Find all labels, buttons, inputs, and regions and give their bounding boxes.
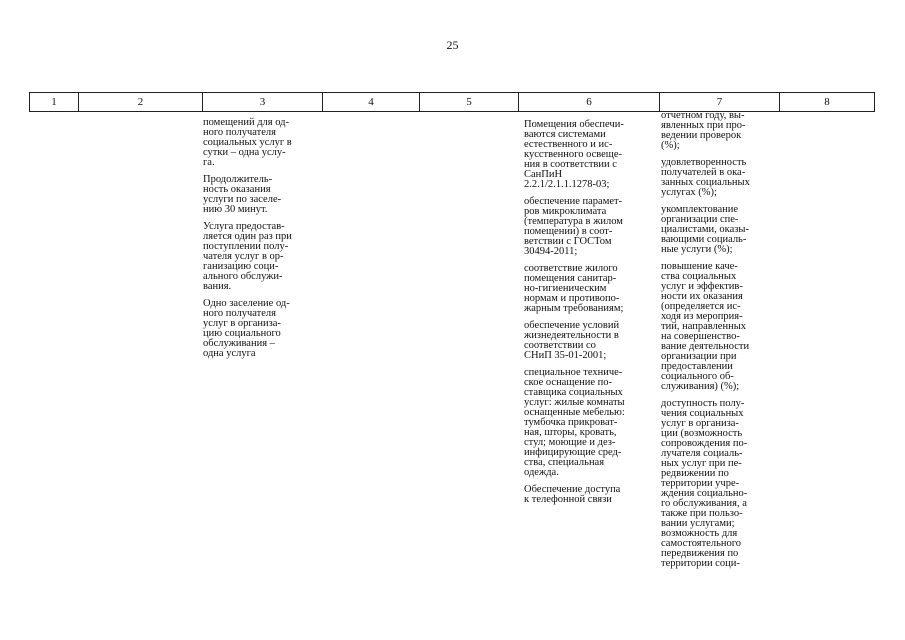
col3-paragraph: помещений для од- ного получателя социальных услуг в сутки – одна услу- га.	[203, 117, 292, 168]
col6-paragraph: Обеспечение доступа к телефонной связи	[524, 484, 621, 505]
table-header-row	[29, 92, 875, 112]
header-col-7: 7	[659, 93, 779, 111]
header-col-1: 1	[29, 93, 78, 111]
col6-paragraph: Помещения обеспечи- ваются системами естественного и ис- кусственного освеще- ния в соответствии с СанПиН 2.2.1/2.1.1.1278-03;	[524, 119, 624, 190]
col7-paragraph: повышение каче- ства социальных услуг и эффектив- ности их оказания (определяется ис- ходя из мероприя- тий, направленных на совершенство- вание деятельности организации при предоставлении социального об- служивания) (%);	[661, 261, 750, 392]
header-col-2: 2	[78, 93, 202, 111]
col7-paragraph: удовлетворенность получателей в ока- занных социальных услугах (%);	[661, 157, 750, 198]
col7-paragraph: отчетном году, вы- явленных при про- ведении проверок (%);	[661, 110, 746, 151]
col3-paragraph: Продолжитель- ность оказания услуги по заселе- нию 30 минут.	[203, 174, 282, 215]
header-col-6: 6	[518, 93, 659, 111]
col3-paragraph: Услуга предостав- ляется один раз при поступлении полу- чателя услуг в ор- ганизацию соци- ального обслужи- вания.	[203, 221, 292, 292]
header-col-4: 4	[322, 93, 419, 111]
col6-paragraph: обеспечение условий жизнедеятельности в соответствии со СНиП 35-01-2001;	[524, 320, 620, 361]
page-number: 25	[446, 38, 459, 52]
header-col-3: 3	[202, 93, 322, 111]
column-3-content	[203, 118, 315, 366]
col3-paragraph: Одно заселение од- ного получателя услуг в организа- цию социального обслуживания – одна услуга	[203, 298, 290, 359]
column-7-content	[661, 111, 777, 576]
col7-paragraph: укомплектование организации спе- циалистами, оказы- вающими социаль- ные услуги (%);	[661, 204, 749, 255]
header-col-8: 8	[779, 93, 875, 111]
col7-paragraph: доступность полу- чения социальных услуг в организа- ции (возможность сопровождения по- лучателя социаль- ных услуг при пе- редвижении по территории учре- ждения социально- го обслуживания, а также при пользо- вании услугами; возможность для самостоятельного передвижения по территории соци-	[661, 398, 748, 569]
col6-paragraph: обеспечение парамет- ров микроклимата (температура в жилом помещении) в соот- ветствии с ГОСТом 30494-2011;	[524, 196, 623, 257]
header-col-5: 5	[419, 93, 518, 111]
column-6-content	[524, 120, 648, 512]
col6-paragraph: соответствие жилого помещения санитар- но-гигиеническим нормам и противопо- жарным требованиям;	[524, 263, 624, 314]
col6-paragraph: специальное техниче- ское оснащение по- ставщика социальных услуг: жилые комнаты оснащенные мебелью: тумбочка прикроват- ная, шторы, кровать, стул; моющие и дез- инфицирующие сред- ства, специальная одежда.	[524, 367, 625, 478]
